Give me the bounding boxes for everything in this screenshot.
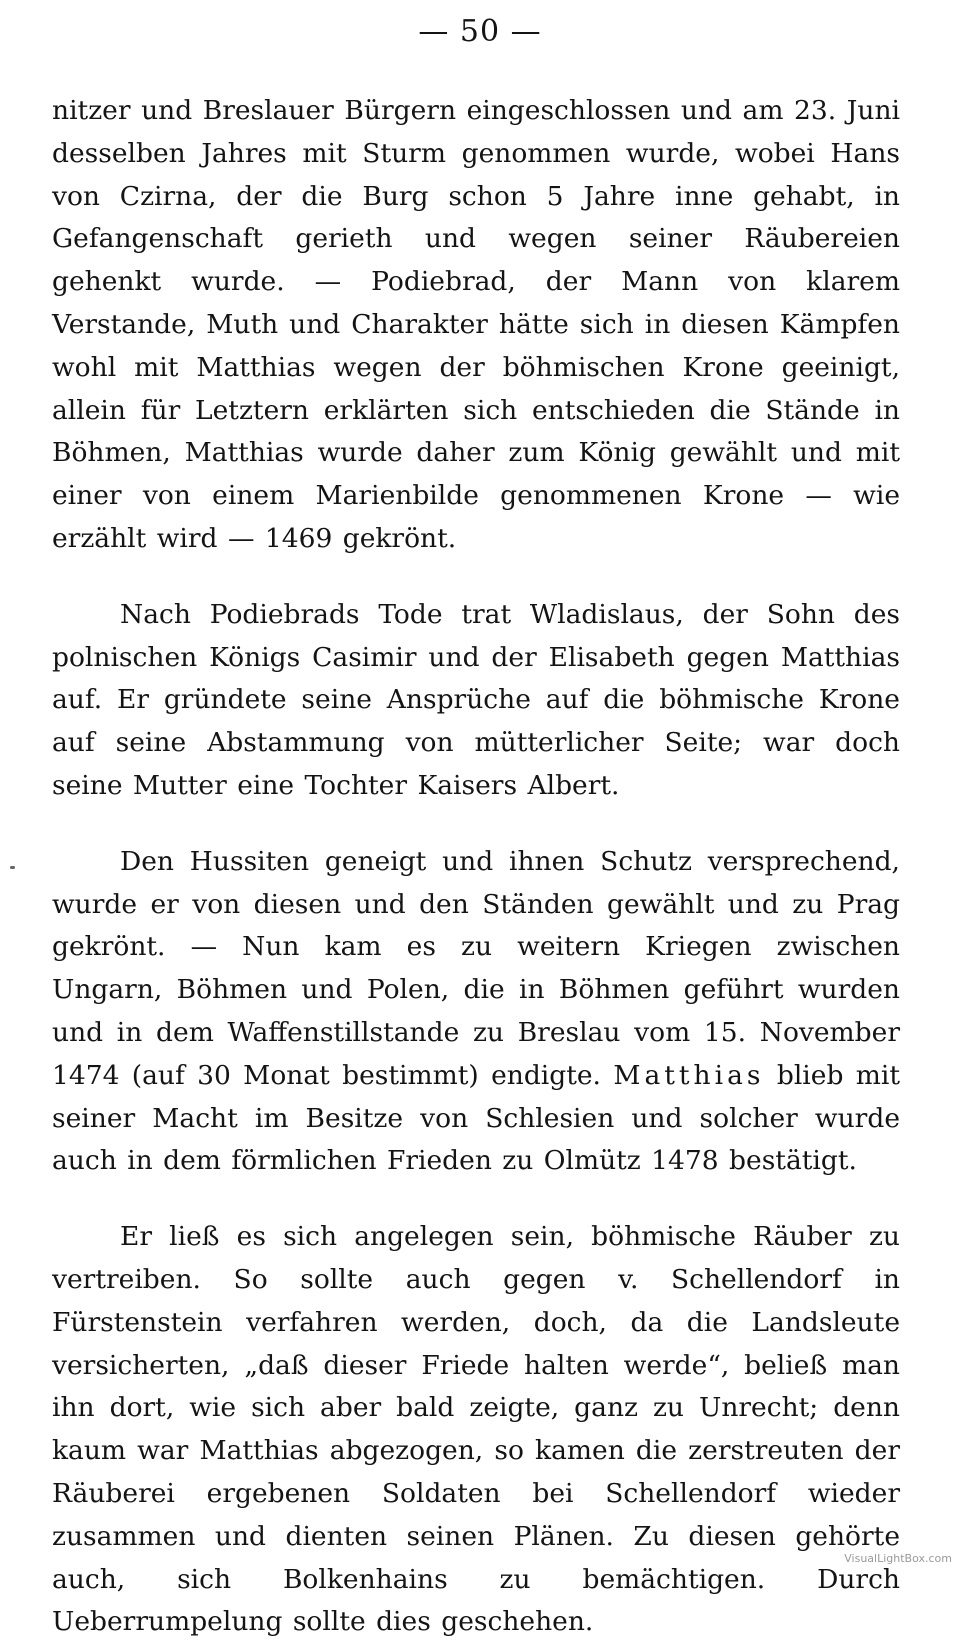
paragraph-3-text-before: Den Hussiten geneigt und ihnen Schutz versprechend, wurde er von diesen und den Ständen gewählt und zu Prag gekrönt. — Nun kam es zu weitern Kriegen zwischen Ungarn, Böhmen und Polen, die in Böhmen geführt wurden und in dem Waffenstillstande zu Breslau vom 15. November 1474 (auf 30 Monat bestimmt) endigte.: [52, 845, 900, 1091]
page-number: — 50 —: [418, 14, 542, 49]
stray-ink-mark: [10, 866, 15, 869]
paragraph-3-text-after: blieb mit seiner Macht im Besitze von Schlesien und solcher wurde auch in dem förmlichen Frieden zu Olmütz 1478 bestätigt.: [52, 1059, 901, 1177]
paragraph-2: Nach Podiebrads Tode trat Wladislaus, der Sohn des polnischen Königs Casimir und der Elisabeth gegen Matthias auf. Er gründete seine Ansprüche auf die böhmische Krone auf seine Abstammung von mütterlicher Seite; war doch seine Mutter eine Tochter Kaisers Albert.: [52, 598, 900, 801]
emphasized-name-matthias: Matthias: [613, 1059, 765, 1091]
page-body: [52, 90, 900, 1644]
paragraph-4: Er ließ es sich angelegen sein, böhmische Räuber zu vertreiben. So sollte auch gegen v. Schellendorf in Fürstenstein verfahren werden, doch, da die Landsleute versicherten, „daß dieser Friede halten werde“, beließ man ihn dort, wie sich aber bald zeigte, ganz zu Unrecht; denn kaum war Matthias abgezogen, so kamen die zerstreuten der Räuberei ergebenen Soldaten bei Schellendorf wieder zusammen und dienten seinen Plänen. Zu diesen gehörte auch, sich Bolkenhains zu bemächtigen. Durch Ueberrumpelung sollte dies geschehen.: [52, 1221, 900, 1638]
watermark-text: VisualLightBox.com: [844, 1552, 952, 1565]
paragraph-3: [52, 841, 900, 1183]
paragraph-1: nitzer und Breslauer Bürgern eingeschlossen und am 23. Juni desselben Jahres mit Sturm genommen wurde, wobei Hans von Czirna, der die Burg schon 5 Jahre inne gehabt, in Gefangenschaft gerieth und wegen seiner Räubereien gehenkt wurde. — Podiebrad, der Mann von klarem Verstande, Muth und Charakter hätte sich in diesen Kämpfen wohl mit Matthias wegen der böhmischen Krone geeinigt, allein für Letztern erklärten sich entschieden die Stände in Böhmen, Matthias wurde daher zum König gewählt und mit einer von einem Marienbilde genommenen Krone — wie erzählt wird — 1469 gekrönt.: [52, 95, 900, 554]
